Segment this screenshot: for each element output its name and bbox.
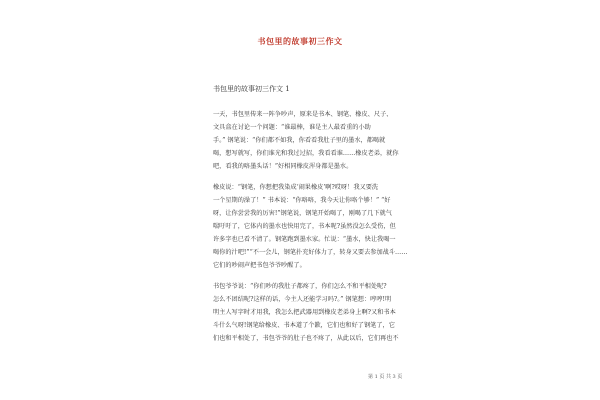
text-line: 手。” 钢笔说：“你们都不如我，你看看我肚子里的墨水，都喝就 <box>213 137 386 144</box>
document-subtitle: 书包里的故事初三作文 1 <box>213 85 290 93</box>
text-line: 它们的吵闹声把书包爷爷吵醒了。 <box>213 262 306 269</box>
document-title: 书包里的故事初三作文 <box>257 36 343 46</box>
paragraph-2 <box>213 181 413 272</box>
text-line: 怎么不团结呢?这样的话，今主人还能学习吗?。” 钢笔想：哼哼!明 <box>213 296 392 303</box>
text-line: 书包爷爷说：“你们吵的我肚子都疼了，你们怎么不和平相处呢? <box>213 283 387 290</box>
text-line: 喝，想写就写，你们谁光和我过过招，我看看谁……橡皮老弟，就你 <box>213 150 399 157</box>
text-line: 许多字也已看不清了。钢笔跑到墨水家。忙说：“墨水，快让我喝一 <box>213 236 396 243</box>
text-line: 呀，让你尝尝我的厉害!”钢笔说，钢笔开始喝了，刚喝了几下就气 <box>213 210 392 217</box>
paragraph-1 <box>213 108 413 173</box>
text-line: 喝你的汁吧!”“不一会儿，钢笔扑充好体力了，转身又要去参加战斗…… <box>213 249 408 256</box>
text-line: 明主人写字时才用我，我怎么把武器用到橡皮老弟身上啊?又和书本 <box>213 309 396 316</box>
document-body <box>213 108 413 353</box>
text-line: 一天，书包里传来一阵争吵声，原来是书本、钢笔、橡皮、尺子、 <box>213 111 393 118</box>
text-line: 斗什么气呀!钢笔给橡皮、书本道了个歉，它们也和好了钢笔了，它 <box>213 322 395 329</box>
text-line: 喘吁吁了，它体内的墨水也快用完了，书本呢?虽然没怎么受伤，但 <box>213 223 396 230</box>
text-line: 文具盒在讨论一个问题：“谁最棒，谁是主人最看重的小助 <box>213 124 371 131</box>
page-number: 第 1 页 共 3 页 <box>368 374 403 380</box>
text-line: 们也和平相处了，书包爷爷的肚子也不疼了，从此以后，它们再也不 <box>213 335 399 342</box>
text-line: 一个星期的澡了！” 书本说：“你咯咯，我今天让你咯个够！” “好 <box>213 197 391 204</box>
paragraph-3 <box>213 280 413 345</box>
text-line: 橡皮说：“钢笔，你想把我染成‘闹果橡皮’啊?哎呀！我又要洗 <box>213 184 379 191</box>
text-line: 吧，看我的咯墨头话！”好相同橡皮浑身都是墨水。 <box>213 163 353 170</box>
